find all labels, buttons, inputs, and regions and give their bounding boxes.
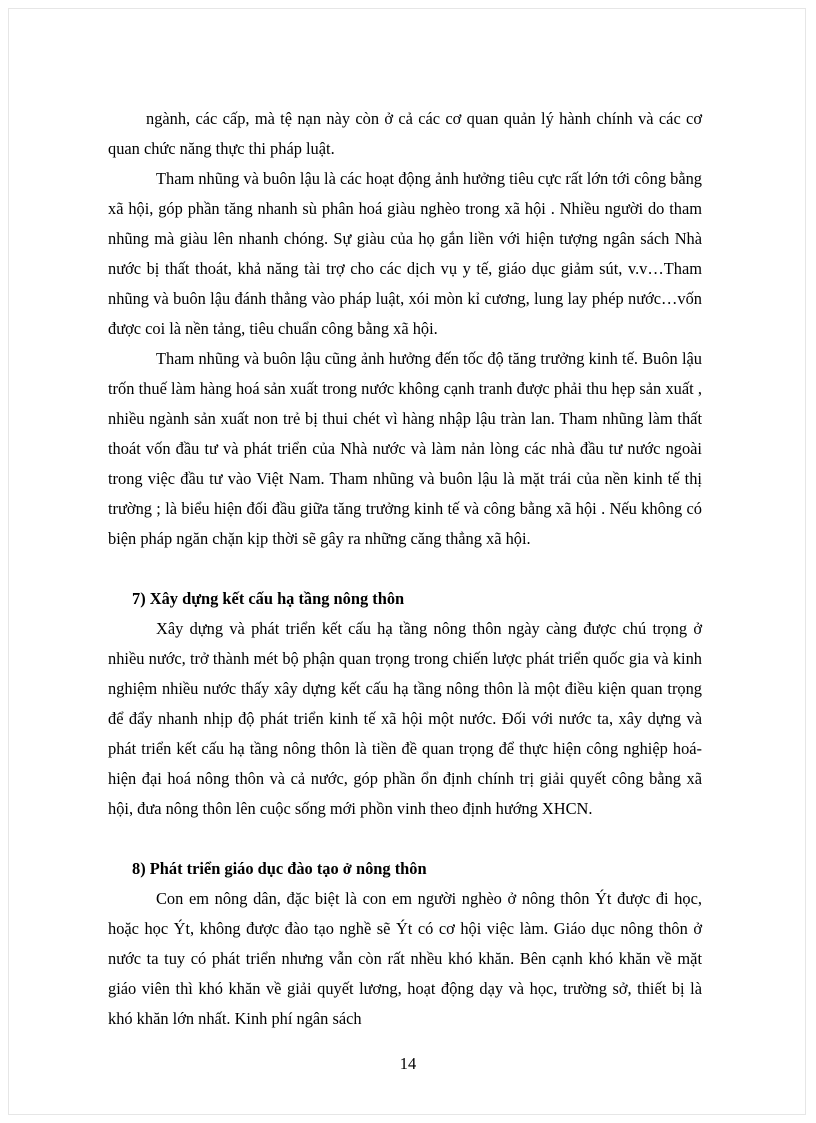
- paragraph-education: Con em nông dân, đặc biệt là con em người nghèo ở nông thôn Ýt được đi học, hoặc học Ýt, không được đào tạo nghề sẽ Ýt có cơ hội việc làm. Giáo dục nông thôn ở nước ta tuy có phát triển nhưng vẫn còn rất nhều khó khăn. Bên cạnh khó khăn về mặt giáo viên thì khó khăn về giải quyết lương, hoạt động dạy và học, trường sở, thiết bị là khó khăn lớn nhất. Kinh phí ngân sách: [108, 889, 702, 1028]
- page-number: 14: [399, 1054, 417, 1073]
- paragraph-corruption-equity: Tham nhũng và buôn lậu là các hoạt động ảnh hưởng tiêu cực rất lớn tới công bằng xã hội, góp phần tăng nhanh sù phân hoá giàu nghèo trong xã hội . Nhiều người do tham nhũng mà giàu lên nhanh chóng. Sự giàu của họ gắn liền với hiện tượng ngân sách Nhà nước bị thất thoát, khả năng tài trợ cho các dịch vụ y tế, giáo dục giảm sút, v.v…Tham nhũng và buôn lậu đánh thẳng vào pháp luật, xói mòn kỉ cương, lung lay phép nước…vốn được coi là nền tảng, tiêu chuẩn công bằng xã hội.: [108, 169, 702, 338]
- section-heading-7: 7) Xây dựng kết cấu hạ tầng nông thôn: [132, 589, 405, 608]
- page-content: [108, 104, 702, 1034]
- paragraph-infrastructure: Xây dựng và phát triển kết cấu hạ tầng nông thôn ngày càng được chú trọng ở nhiều nước, trở thành mét bộ phận quan trọng trong chiến lược phát triển quốc gia và kinh nghiệm nhiều nước thấy xây dựng kết cấu hạ tầng nông thôn là một điều kiện quan trọng để đẩy nhanh nhịp độ phát triển kinh tế xã hội một nước. Đối với nước ta, xây dựng và phát triển kết cấu hạ tầng nông thôn là tiền đề quan trọng để thực hiện công nghiệp hoá- hiện đại hoá nông thôn và cả nước, góp phần ổn định chính trị giải quyết công bằng xã hội, đưa nông thôn lên cuộc sống mới phồn vinh theo định hướng XHCN.: [108, 619, 702, 818]
- paragraph-corruption-growth: Tham nhũng và buôn lậu cũng ảnh hưởng đến tốc độ tăng trưởng kinh tế. Buôn lậu trốn thuế làm hàng hoá sản xuất trong nước không cạnh tranh được phải thu hẹp sản xuất , nhiều ngành sản xuất non trẻ bị thui chét vì hàng nhập lậu tràn lan. Tham nhũng làm thất thoát vốn đầu tư và phát triển của Nhà nước và làm nản lòng các nhà đầu tư nước ngoài trong việc đầu tư vào Việt Nam. Tham nhũng và buôn lậu là mặt trái của nền kinh tế thị trường ; là biểu hiện đối đầu giữa tăng trưởng kinh tế và công bằng xã hội . Nếu không có biện pháp ngăn chặn kịp thời sẽ gây ra những căng thẳng xã hội.: [108, 349, 702, 548]
- paragraph-continuation: ngành, các cấp, mà tệ nạn này còn ở cả các cơ quan quản lý hành chính và các cơ quan chức năng thực thi pháp luật.: [108, 109, 702, 158]
- section-heading-8: 8) Phát triển giáo dục đào tạo ở nông thôn: [132, 859, 427, 878]
